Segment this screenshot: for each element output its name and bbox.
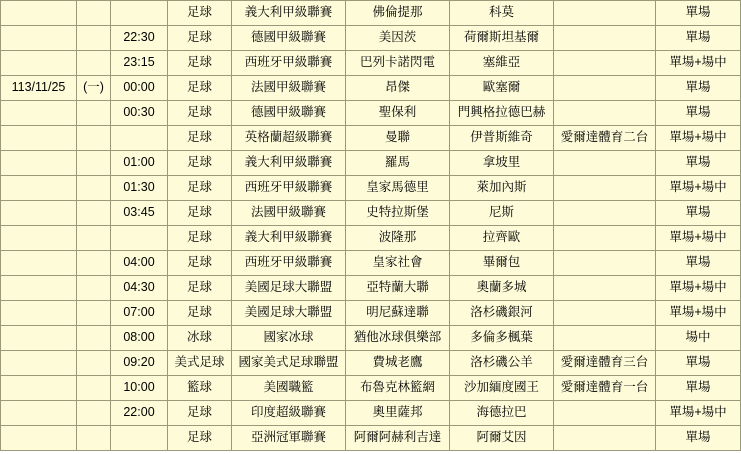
event-team-home: 昂傑	[346, 76, 450, 101]
event-time: 22:30	[111, 26, 168, 51]
table-row	[1, 426, 741, 451]
table-row	[1, 126, 741, 151]
weekday-spacer	[77, 276, 111, 301]
date-label: 113/11/25	[1, 76, 77, 101]
event-league: 西班牙甲級聯賽	[232, 51, 346, 76]
event-team-away: 門興格拉德巴赫	[450, 101, 554, 126]
event-league: 西班牙甲級聯賽	[232, 251, 346, 276]
event-team-away: 畢爾包	[450, 251, 554, 276]
event-note: 單場	[656, 151, 741, 176]
table-row	[1, 326, 741, 351]
event-sport: 足球	[168, 151, 232, 176]
event-note: 單場+場中	[656, 276, 741, 301]
event-team-away: 奧蘭多城	[450, 276, 554, 301]
event-note: 單場	[656, 26, 741, 51]
event-time: 10:00	[111, 376, 168, 401]
weekday-spacer	[77, 351, 111, 376]
event-channel	[554, 426, 656, 451]
table-row	[1, 101, 741, 126]
event-league: 德國甲級聯賽	[232, 101, 346, 126]
date-spacer	[1, 301, 77, 326]
weekday-spacer	[77, 376, 111, 401]
event-league: 國家美式足球聯盟	[232, 351, 346, 376]
event-league: 美國足球大聯盟	[232, 276, 346, 301]
date-spacer	[1, 1, 77, 26]
event-team-away: 拿坡里	[450, 151, 554, 176]
event-team-home: 波隆那	[346, 226, 450, 251]
event-team-away: 科莫	[450, 1, 554, 26]
event-time: 01:30	[111, 176, 168, 201]
event-team-away: 拉齊歐	[450, 226, 554, 251]
event-time: 07:00	[111, 301, 168, 326]
event-time	[111, 126, 168, 151]
event-league: 美國職籃	[232, 376, 346, 401]
date-spacer	[1, 101, 77, 126]
event-channel	[554, 51, 656, 76]
event-team-home: 明尼蘇達聯	[346, 301, 450, 326]
event-sport: 足球	[168, 426, 232, 451]
event-team-home: 布魯克林籃網	[346, 376, 450, 401]
weekday-spacer	[77, 426, 111, 451]
weekday-spacer	[77, 401, 111, 426]
event-note: 單場	[656, 376, 741, 401]
event-league: 法國甲級聯賽	[232, 201, 346, 226]
event-note: 單場+場中	[656, 301, 741, 326]
weekday-spacer	[77, 51, 111, 76]
date-spacer	[1, 201, 77, 226]
event-channel	[554, 1, 656, 26]
event-note: 單場	[656, 76, 741, 101]
event-team-home: 聖保利	[346, 101, 450, 126]
event-team-away: 尼斯	[450, 201, 554, 226]
table-row	[1, 276, 741, 301]
date-spacer	[1, 51, 77, 76]
event-team-away: 洛杉磯銀河	[450, 301, 554, 326]
event-channel: 愛爾達體育二台	[554, 126, 656, 151]
event-note: 單場	[656, 1, 741, 26]
event-league: 亞洲冠軍聯賽	[232, 426, 346, 451]
date-spacer	[1, 176, 77, 201]
event-league: 英格蘭超級聯賽	[232, 126, 346, 151]
event-team-home: 巴列卡諾閃電	[346, 51, 450, 76]
event-sport: 足球	[168, 276, 232, 301]
event-time	[111, 1, 168, 26]
event-channel	[554, 176, 656, 201]
event-channel	[554, 401, 656, 426]
table-row	[1, 1, 741, 26]
event-time: 04:30	[111, 276, 168, 301]
event-team-away: 多倫多楓葉	[450, 326, 554, 351]
event-team-home: 皇家馬德里	[346, 176, 450, 201]
event-team-home: 猶他冰球俱樂部	[346, 326, 450, 351]
weekday-spacer	[77, 176, 111, 201]
event-note: 單場	[656, 426, 741, 451]
date-spacer	[1, 376, 77, 401]
event-sport: 足球	[168, 26, 232, 51]
event-sport: 足球	[168, 176, 232, 201]
event-time: 00:00	[111, 76, 168, 101]
event-sport: 足球	[168, 51, 232, 76]
event-team-away: 洛杉磯公羊	[450, 351, 554, 376]
event-sport: 足球	[168, 76, 232, 101]
date-spacer	[1, 401, 77, 426]
event-team-away: 萊加內斯	[450, 176, 554, 201]
event-sport: 足球	[168, 126, 232, 151]
event-team-away: 歐塞爾	[450, 76, 554, 101]
event-channel	[554, 76, 656, 101]
event-league: 法國甲級聯賽	[232, 76, 346, 101]
event-league: 義大利甲級聯賽	[232, 151, 346, 176]
event-note: 單場	[656, 351, 741, 376]
event-channel: 愛爾達體育三台	[554, 351, 656, 376]
event-team-home: 佛倫提那	[346, 1, 450, 26]
event-channel: 愛爾達體育一台	[554, 376, 656, 401]
event-sport: 籃球	[168, 376, 232, 401]
table-row	[1, 251, 741, 276]
event-sport: 足球	[168, 226, 232, 251]
weekday-spacer	[77, 226, 111, 251]
event-team-home: 美因茨	[346, 26, 450, 51]
event-time	[111, 226, 168, 251]
weekday-spacer	[77, 201, 111, 226]
date-spacer	[1, 351, 77, 376]
event-sport: 足球	[168, 251, 232, 276]
table-row	[1, 351, 741, 376]
event-league: 義大利甲級聯賽	[232, 1, 346, 26]
event-league: 印度超級聯賽	[232, 401, 346, 426]
table-row	[1, 201, 741, 226]
event-league: 美國足球大聯盟	[232, 301, 346, 326]
table-row	[1, 51, 741, 76]
event-league: 德國甲級聯賽	[232, 26, 346, 51]
event-team-home: 羅馬	[346, 151, 450, 176]
event-channel	[554, 151, 656, 176]
weekday-spacer	[77, 151, 111, 176]
event-sport: 冰球	[168, 326, 232, 351]
event-team-home: 阿爾阿赫利吉達	[346, 426, 450, 451]
event-time	[111, 426, 168, 451]
event-team-home: 亞特蘭大聯	[346, 276, 450, 301]
date-spacer	[1, 151, 77, 176]
event-team-away: 沙加緬度國王	[450, 376, 554, 401]
event-channel	[554, 26, 656, 51]
table-row	[1, 301, 741, 326]
event-team-home: 奧里薩邦	[346, 401, 450, 426]
date-spacer	[1, 276, 77, 301]
event-team-away: 荷爾斯坦基爾	[450, 26, 554, 51]
weekday-spacer	[77, 1, 111, 26]
table-row	[1, 376, 741, 401]
event-sport: 美式足球	[168, 351, 232, 376]
event-sport: 足球	[168, 401, 232, 426]
event-league: 國家冰球	[232, 326, 346, 351]
weekday-spacer	[77, 101, 111, 126]
event-note: 單場	[656, 101, 741, 126]
date-spacer	[1, 226, 77, 251]
event-channel	[554, 251, 656, 276]
event-channel	[554, 201, 656, 226]
event-time: 09:20	[111, 351, 168, 376]
table-row	[1, 151, 741, 176]
table-row	[1, 226, 741, 251]
event-channel	[554, 326, 656, 351]
date-spacer	[1, 326, 77, 351]
event-channel	[554, 101, 656, 126]
date-spacer	[1, 126, 77, 151]
event-channel	[554, 301, 656, 326]
weekday-spacer	[77, 251, 111, 276]
date-spacer	[1, 26, 77, 51]
event-time: 04:00	[111, 251, 168, 276]
weekday-label: (一)	[77, 76, 111, 101]
event-team-away: 塞維亞	[450, 51, 554, 76]
event-time: 03:45	[111, 201, 168, 226]
table-row	[1, 401, 741, 426]
event-team-away: 伊普斯維奇	[450, 126, 554, 151]
event-time: 22:00	[111, 401, 168, 426]
table-row	[1, 76, 741, 101]
event-channel	[554, 276, 656, 301]
date-spacer	[1, 251, 77, 276]
event-time: 00:30	[111, 101, 168, 126]
event-note: 單場+場中	[656, 401, 741, 426]
event-team-away: 海德拉巴	[450, 401, 554, 426]
weekday-spacer	[77, 301, 111, 326]
date-spacer	[1, 426, 77, 451]
schedule-body	[1, 1, 741, 451]
event-note: 單場	[656, 201, 741, 226]
weekday-spacer	[77, 326, 111, 351]
event-league: 西班牙甲級聯賽	[232, 176, 346, 201]
event-team-away: 阿爾艾因	[450, 426, 554, 451]
table-row	[1, 26, 741, 51]
event-league: 義大利甲級聯賽	[232, 226, 346, 251]
event-note: 單場+場中	[656, 226, 741, 251]
weekday-spacer	[77, 26, 111, 51]
weekday-spacer	[77, 126, 111, 151]
event-sport: 足球	[168, 1, 232, 26]
event-time: 01:00	[111, 151, 168, 176]
event-time: 08:00	[111, 326, 168, 351]
event-note: 單場+場中	[656, 176, 741, 201]
event-channel	[554, 226, 656, 251]
event-team-home: 曼聯	[346, 126, 450, 151]
event-note: 單場+場中	[656, 126, 741, 151]
event-note: 單場	[656, 251, 741, 276]
event-team-home: 史特拉斯堡	[346, 201, 450, 226]
event-sport: 足球	[168, 201, 232, 226]
event-note: 場中	[656, 326, 741, 351]
event-team-home: 費城老鷹	[346, 351, 450, 376]
event-time: 23:15	[111, 51, 168, 76]
event-sport: 足球	[168, 301, 232, 326]
event-note: 單場+場中	[656, 51, 741, 76]
event-sport: 足球	[168, 101, 232, 126]
table-row	[1, 176, 741, 201]
event-team-home: 皇家社會	[346, 251, 450, 276]
